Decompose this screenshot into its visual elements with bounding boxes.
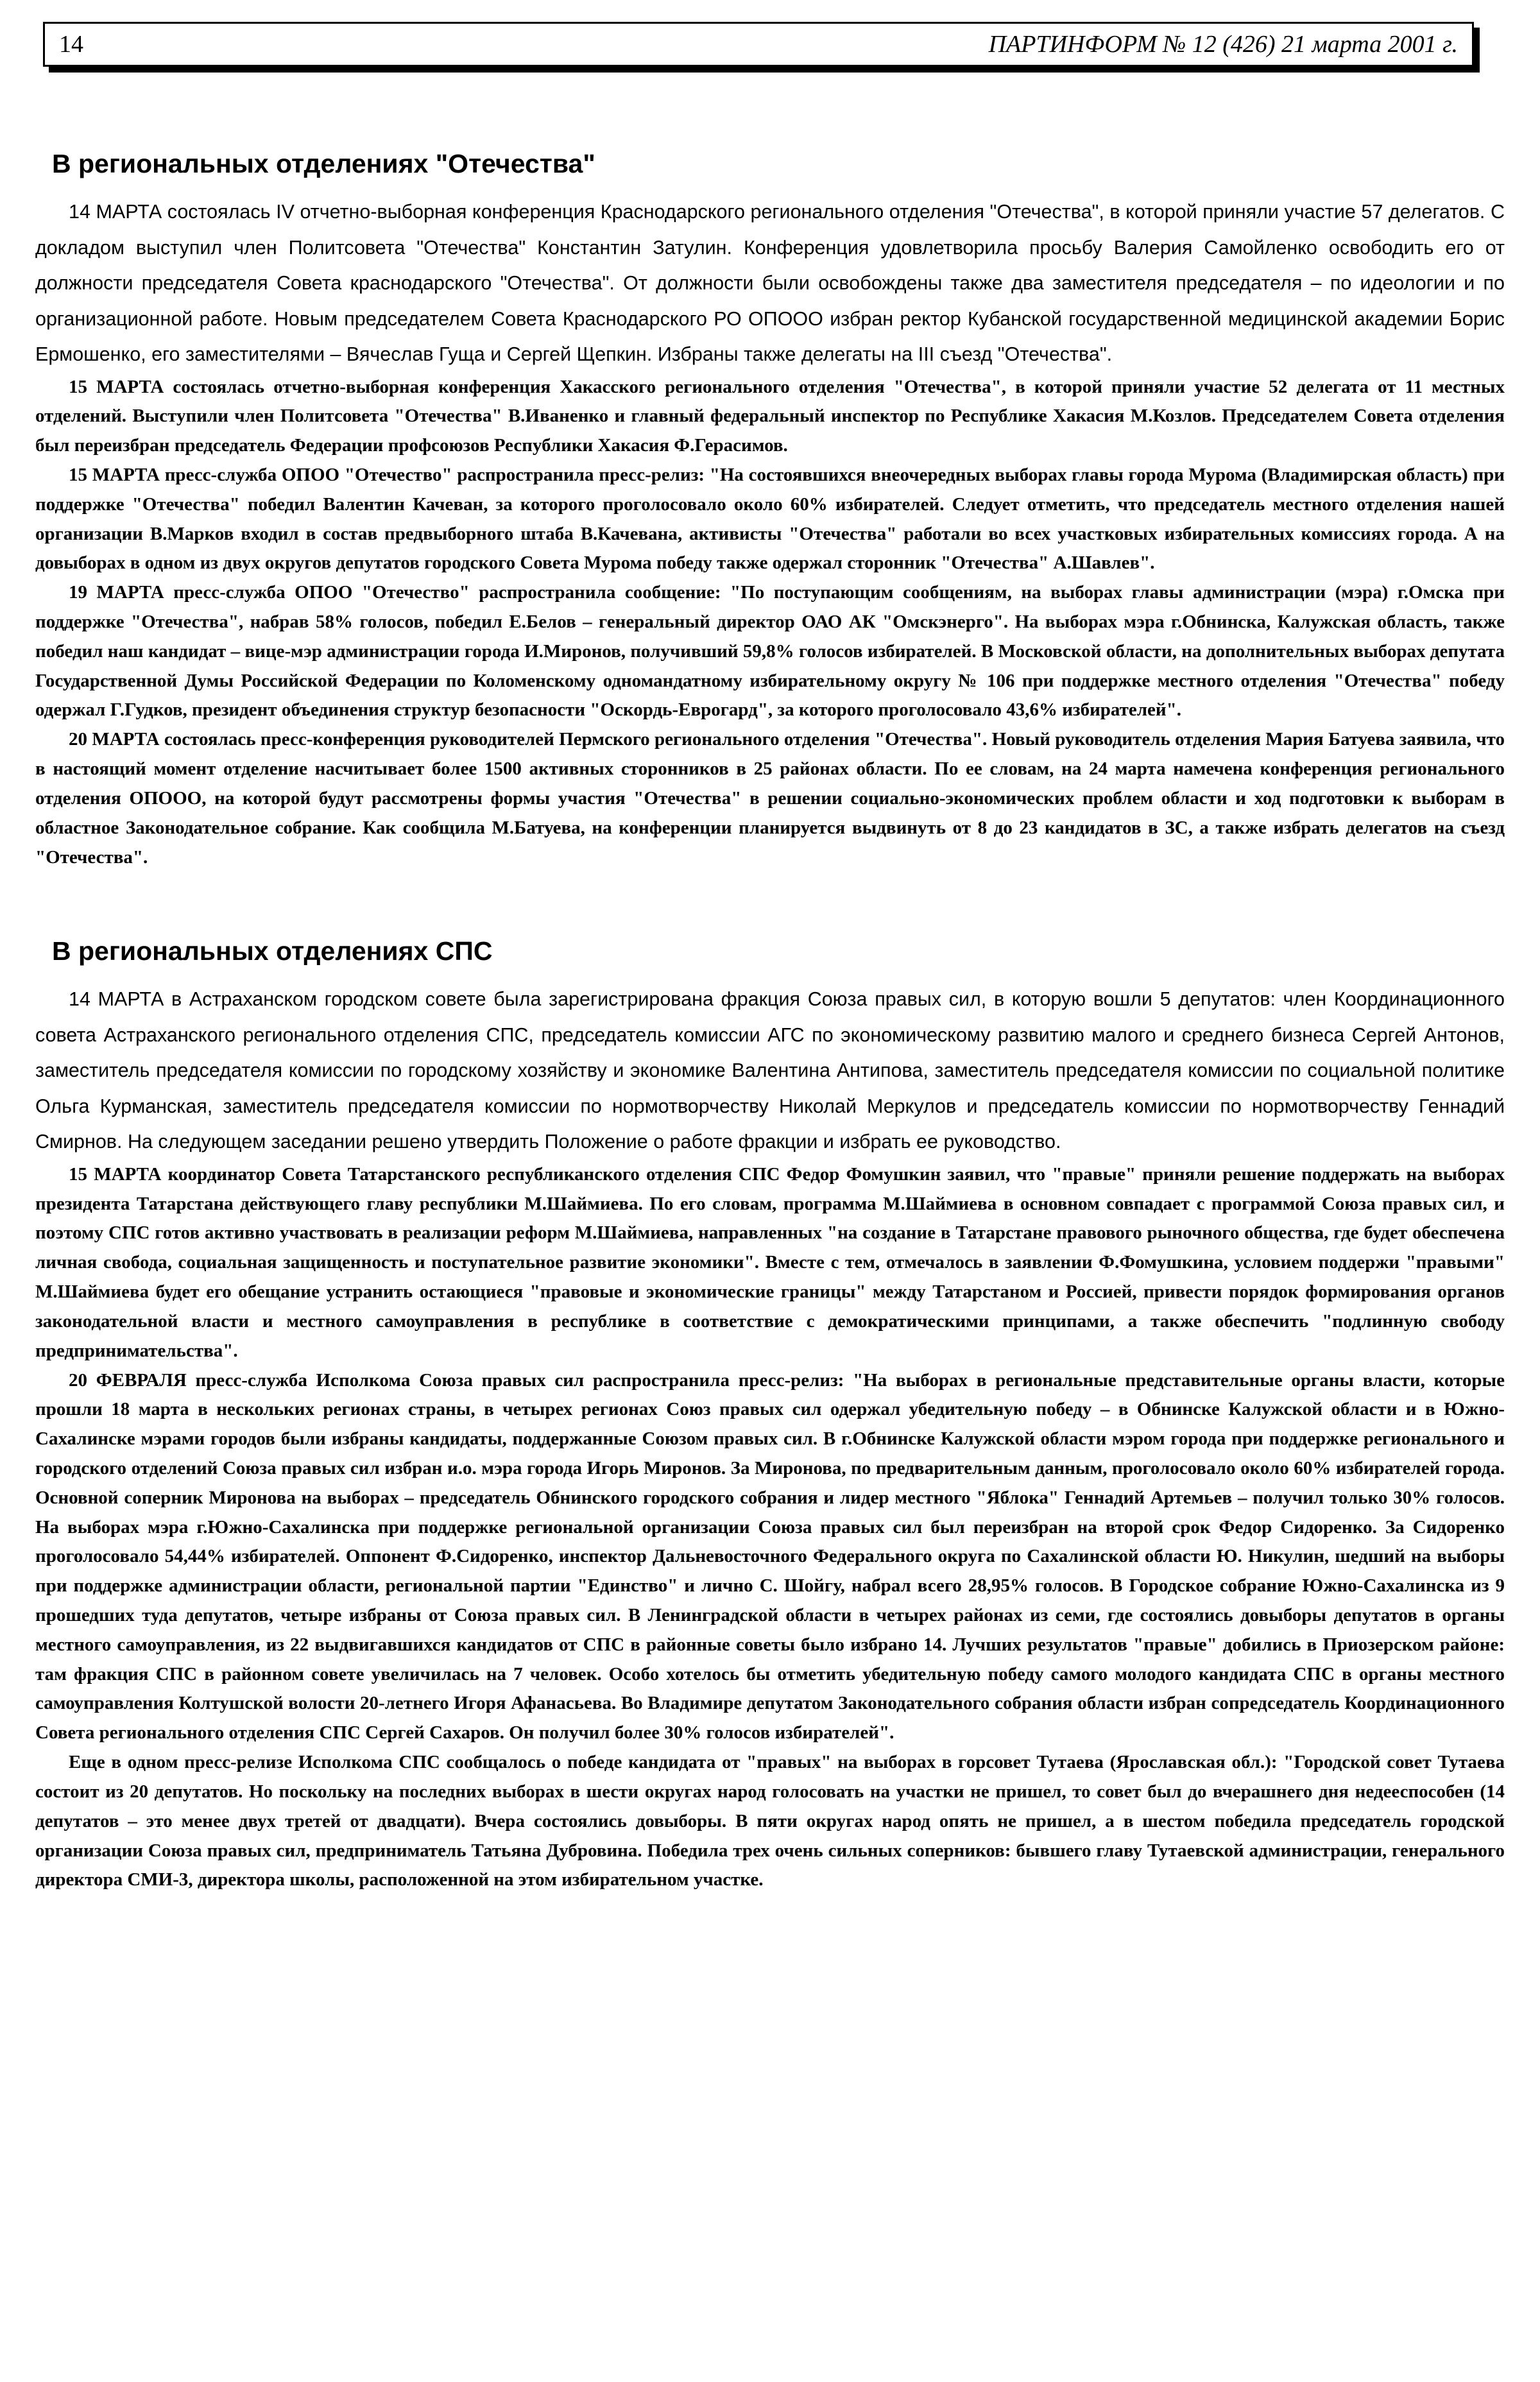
section-heading-otechestvo: В региональных отделениях "Отечества" [52,149,595,178]
news-paragraph: 14 МАРТА в Астраханском городском совете была зарегистрирована фракция Союза правых сил, в которую вошли 5 депутатов: член Координационного совета Астраханского регионального отделения СПС, председатель комиссии АГС по экономическому развитию малого и среднего бизнеса Сергей Антонов, заместитель председателя комиссии по городскому хозяйству и экономике Валентина Антипова, заместитель председателя комиссии по социальной политике Ольга Курманская, заместитель председателя комиссии по нормотворчеству Николай Меркулов и председатель комиссии по нормотворчеству Геннадий Смирнов. На следующем заседании решено утвердить Положение о работе фракции и избрать ее руководство. [35,988,1505,1153]
news-paragraph: Еще в одном пресс-релизе Исполкома СПС сообщалось о победе кандидата от "правых" на выборах в горсовет Тутаева (Ярославская обл.): "Городской совет Тутаева состоит из 20 депутатов. Но поскольку на последних выборах в шести округах народ голосовать на участки не пришел, то совет был до вчерашнего дня недееспособен (14 депутатов – это менее двух третей от двадцати). Вчера состоялись довыборы. В пяти округах народ опять не пришел, а в шестом победила председатель городской организации Союза правых сил, предприниматель Татьяна Дубровина. Победила трех очень сильных соперников: бывшего главу Тутаевской администрации, генерального директора СМИ-3, директора школы, расположенной на этом избирательном участке. [35,1752,1505,1890]
section-sps [35,936,1505,1895]
news-paragraph: 19 МАРТА пресс-служба ОПОО "Отечество" распространила сообщение: "По поступающим сообщениям, на выборах главы администрации (мэра) г.Омска при поддержке "Отечества", набрав 58% голосов, победил Е.Белов – генеральный директор ОАО АК "Омскэнерго". На выборах мэра г.Обнинска, Калужская область, также победил наш кандидат – вице-мэр администрации города И.Миронов, получивший 59,8% голосов избирателей. В Московской области, на дополнительных выборах депутата Государственной Думы Российской Федерации по Коломенскому одномандатному избирательному округу № 106 при поддержке местного отделения "Отечества" победу одержал Г.Гудков, президент объединения структур безопасности "Оскордь-Еврогард", за которого проголосовало 43,6% избирателей". [35,582,1505,721]
page-header [43,22,1474,67]
news-paragraph: 14 МАРТА состоялась IV отчетно-выборная конференция Краснодарского регионального отделения "Отечества", в которой приняли участие 57 делегатов. С докладом выступил член Политсовета "Отечества" Константин Затулин. Конференция удовлетворила просьбу Валерия Самойленко освободить его от должности председателя Совета краснодарского "Отечества". От должности были освобождены также два заместителя председателя – по идеологии и по организационной работе. Новым председателем Совета Краснодарского РО ОПООО избран ректор Кубанской государственной медицинской академии Борис Ермошенко, его заместителями – Вячеслав Гуща и Сергей Щепкин. Избраны также делегаты на III съезд "Отечества". [35,201,1505,365]
news-paragraph: 20 ФЕВРАЛЯ пресс-служба Исполкома Союза правых сил распространила пресс-релиз: "На выборах в региональные представительные органы власти, которые прошли 18 марта в нескольких регионах страны, в четырех регионах Союз правых сил одержал убедительную победу – в Обнинске Калужской области и в Южно-Сахалинске мэрами городов были избраны кандидаты, поддержанные Союзом правых сил. В г.Обнинске Калужской области мэром города при поддержке регионального и городского отделений Союза правых сил избран и.о. мэра города Игорь Миронов. За Миронова, по предварительным данным, проголосовало около 60% избирателей города. Основной соперник Миронова на выборах – председатель Обнинского городского собрания и лидер местного "Яблока" Геннадий Артемьев – получил только 30% голосов. На выборах мэра г.Южно-Сахалинска при поддержке региональной организации Союза правых сил был переизбран на второй срок Федор Сидоренко. За Сидоренко проголосовало 54,44% избирателей. Оппонент Ф.Сидоренко, инспектор Дальневосточного Федерального округа по Сахалинской области Ю. Никулин, шедший на выборы при поддержке администрации области, региональной партии "Единство" и лично С. Шойгу, набрал всего 28,95% голосов. В Городское собрание Южно-Сахалинска из 9 прошедших туда депутатов, четыре избраны от Союза правых сил. В Ленинградской области в четырех районах из семи, где состоялись довыборы депутатов в органы местного самоуправления, из 22 выдвигавшихся кандидатов от СПС в районные советы было избрано 14. Лучших результатов "правые" добились в Приозерском районе: там фракция СПС в районном совете увеличилась на 7 человек. Особо хотелось бы отметить убедительную победу самого молодого кандидата СПС в органы местного самоуправления Колтушской волости 20-летнего Игоря Афанасьева. Во Владимире депутатом Законодательного собрания области избран сопредседатель Координационного Совета регионального отделения СПС Сергей Сахаров. Он получил более 30% голосов избирателей". [35,1369,1505,1744]
page-number: 14 [59,31,83,58]
news-paragraph: 15 МАРТА состоялась отчетно-выборная конференция Хакасского регионального отделения "Отечества", в которой приняли участие 52 делегата от 11 местных отделений. Выступили член Политсовета "Отечества" В.Иваненко и главный федеральный инспектор по Республике Хакасия М.Козлов. Председателем Совета отделения был переизбран председатель Федерации профсоюзов Республики Хакасия Ф.Герасимов. [35,376,1505,456]
issue-title: ПАРТИНФОРМ № 12 (426) 21 марта 2001 г. [988,31,1458,58]
news-paragraph: 20 МАРТА состоялась пресс-конференция руководителей Пермского регионального отделения "Отечества". Новый руководитель отделения Мария Батуева заявила, что в настоящий момент отделение насчитывает более 1500 активных сторонников в 25 районах области. По ее словам, на 24 марта намечена конференция регионального отделения ОПООО, на которой будут рассмотрены формы участия "Отечества" в решении социально-экономических проблем области и ход подготовки к выборам в областное Законодательное собрание. Как сообщила М.Батуева, на конференции планируется выдвинуть от 8 до 23 кандидатов в ЗС, а также избрать делегатов на съезд "Отечества". [35,729,1505,868]
news-paragraph: 15 МАРТА координатор Совета Татарстанского республиканского отделения СПС Федор Фомушкин заявил, что "правые" приняли решение поддержать на выборах президента Татарстана действующего главу республики М.Шаймиева. По его словам, программа М.Шаймиева в основном совпадает с программой Союза правых сил, и поэтому СПС готов активно участвовать в реализации реформ М.Шаймиева, направленных "на создание в Татарстане правового рыночного общества, где будет обеспечена личная свобода, социальная защищенность и поступательное развитие экономики". Вместе с тем, отмечалось в заявлении Ф.Фомушкина, условием поддержи "правыми" М.Шаймиева будет его обещание устранить остающиеся "правовые и экономические границы" между Татарстаном и Россией, привести порядок формирования органов законодательной власти и местного самоуправления в республике в соответствие с демократическими принципами, а также обеспечить "подлинную свободу предпринимательства". [35,1163,1505,1361]
section-otechestvo [35,149,1505,872]
news-paragraph: 15 МАРТА пресс-служба ОПОО "Отечество" распространила пресс-релиз: "На состоявшихся внеочередных выборах главы города Мурома (Владимирская область) при поддержке "Отечества" победил Валентин Качеван, за которого проголосовало около 60% избирателей. Следует отметить, что председатель местного отделения нашей организации В.Марков входил в состав предвыборного штаба В.Качевана, активисты "Отечества" работали во всех участковых избирательных комиссиях города. А на довыборах в одном из двух округов депутатов городского Совета Мурома победу также одержал сторонник "Отечества" А.Шавлев". [35,464,1505,574]
section-heading-sps: В региональных отделениях СПС [52,936,493,966]
